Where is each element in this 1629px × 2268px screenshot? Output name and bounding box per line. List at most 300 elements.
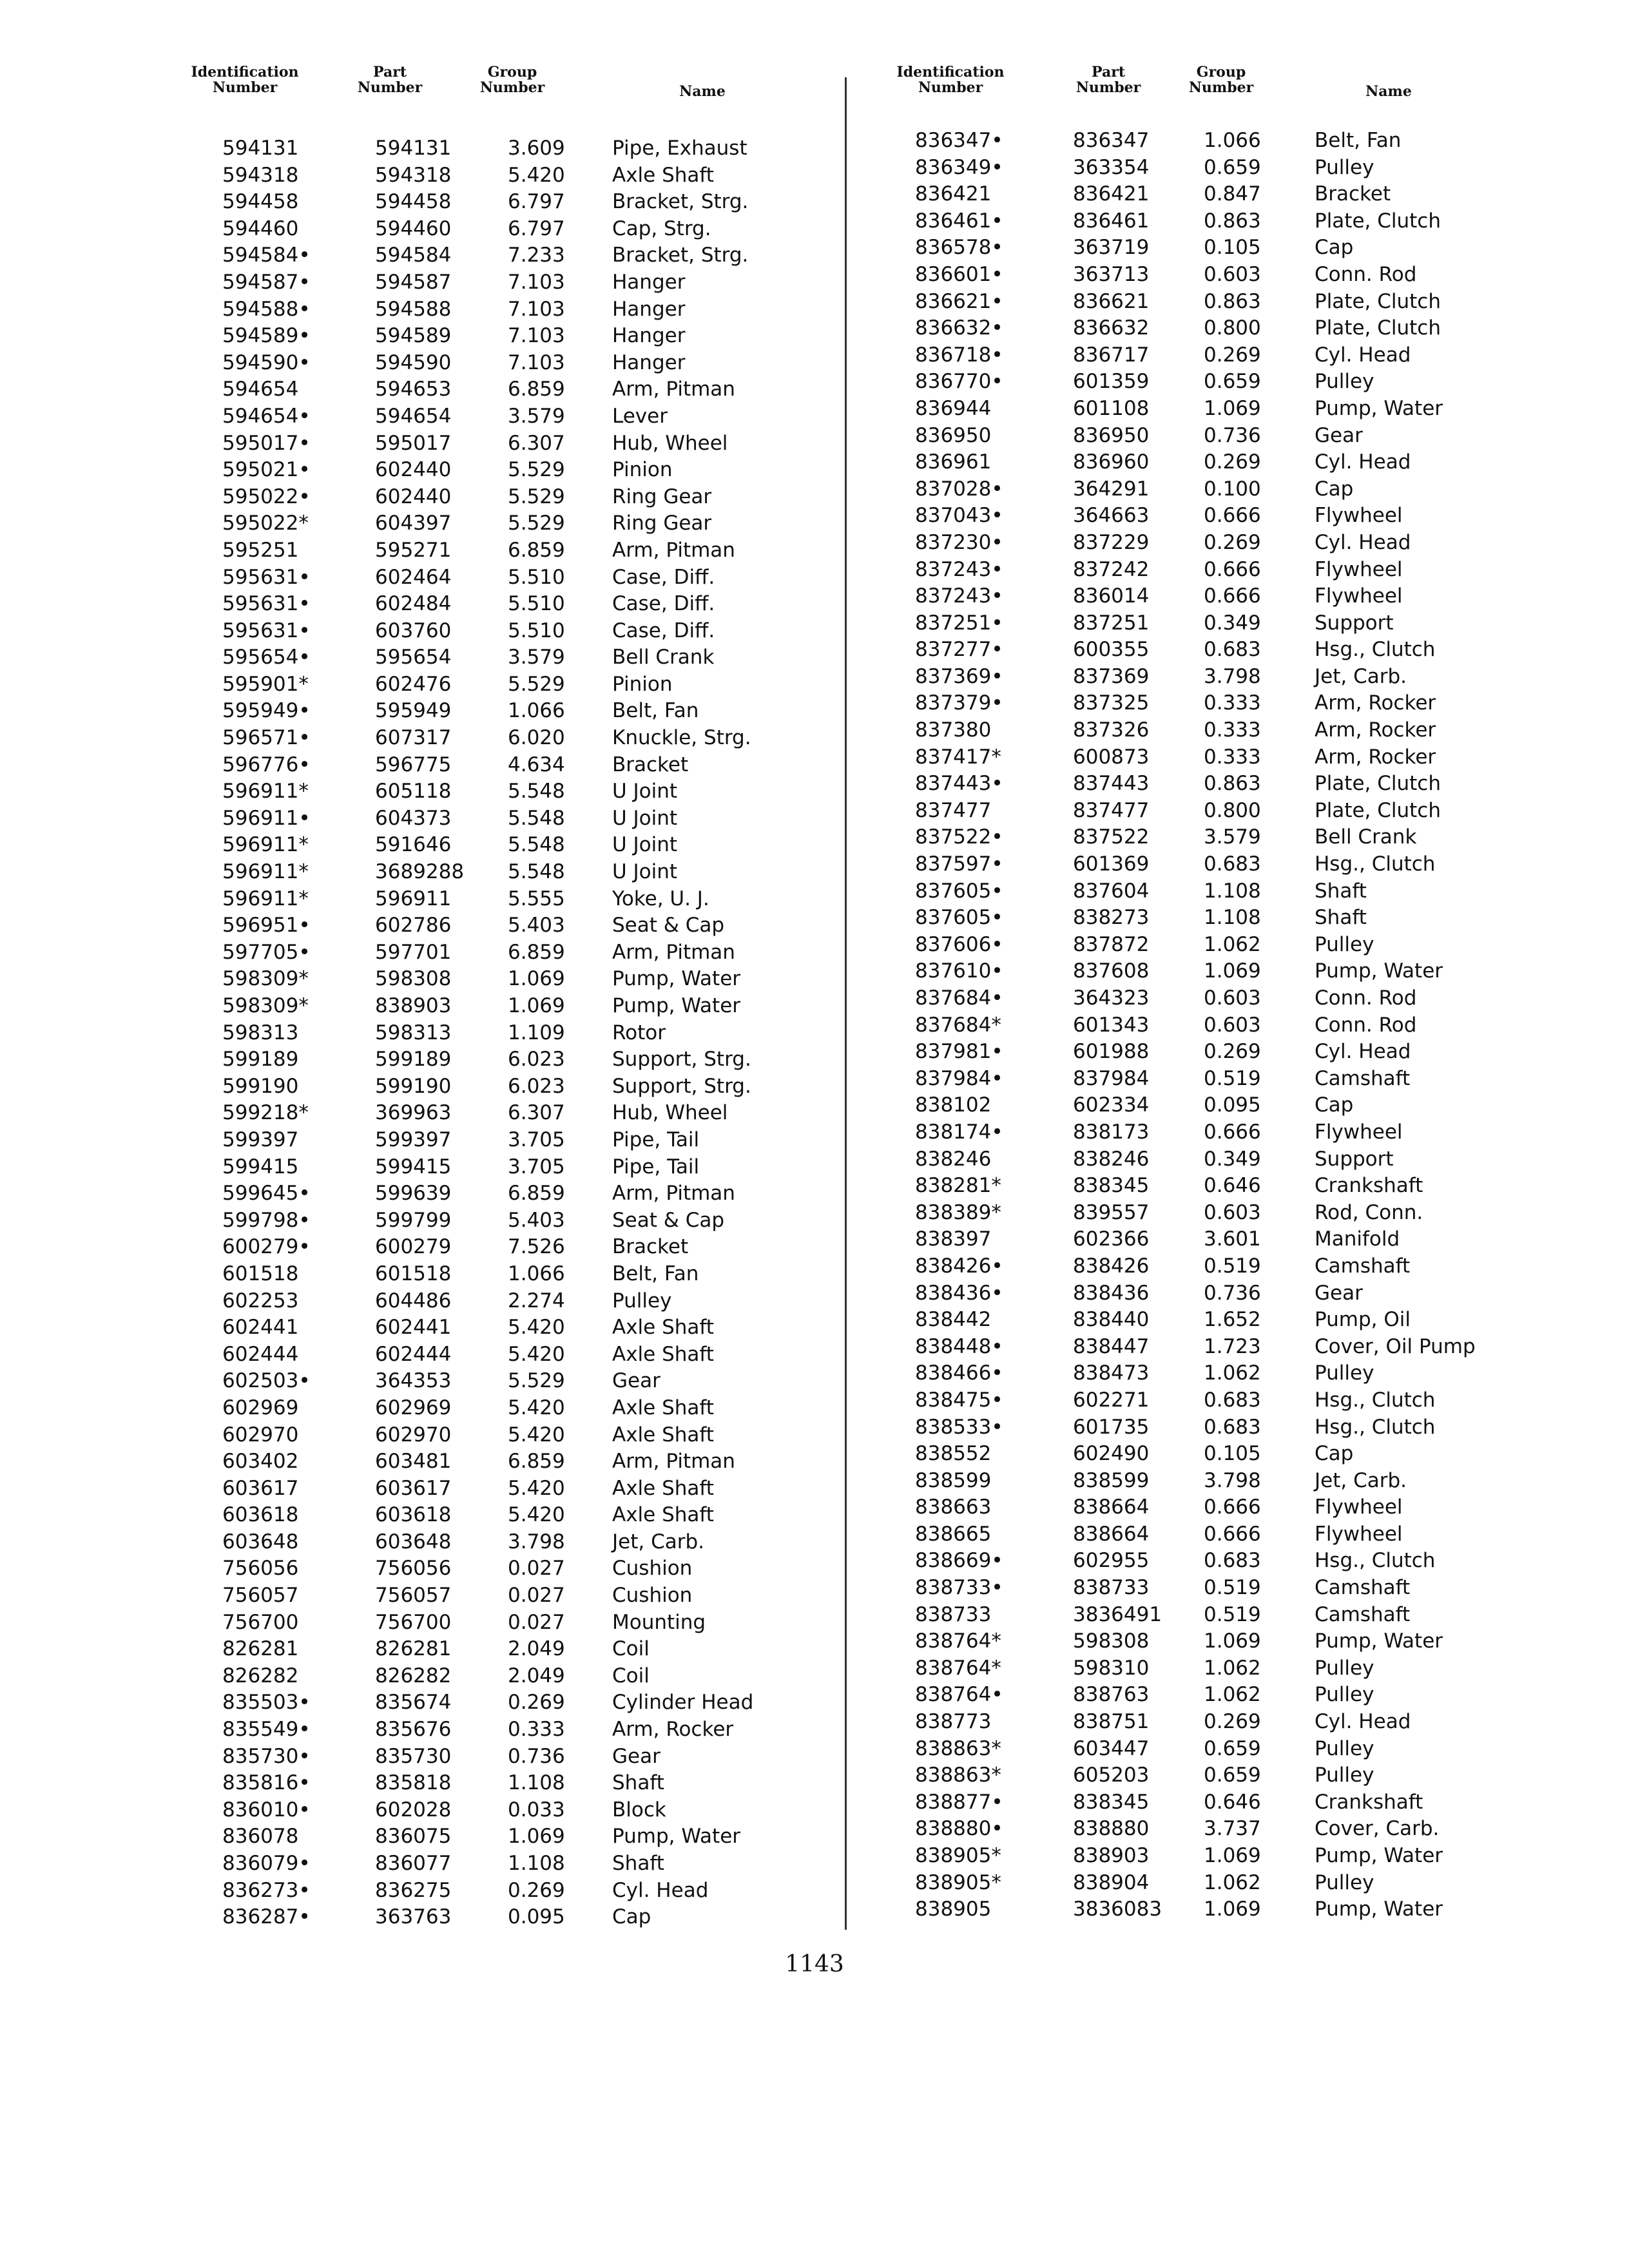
table-row (174, 1341, 844, 1369)
identification-number: 603402 (222, 1450, 299, 1474)
group-number: 0.683 (1204, 638, 1261, 662)
group-number: 0.333 (1204, 718, 1261, 742)
part-number: 838447 (1073, 1334, 1150, 1358)
part-number: 836950 (1073, 423, 1150, 447)
identification-number: 598313 (222, 1021, 299, 1044)
table-row (174, 1073, 844, 1100)
part-name: Pump, Water (1315, 1629, 1443, 1653)
part-number: 602271 (1073, 1388, 1150, 1412)
identification-number: 838905* (915, 1844, 1001, 1867)
part-name: Flywheel (1315, 1522, 1403, 1546)
part-number: 838664 (1073, 1495, 1150, 1519)
part-name: Pump, Water (612, 994, 741, 1017)
part-name: Hub, Wheel (612, 1101, 728, 1125)
group-number: 3.798 (1204, 664, 1261, 688)
part-name: Pulley (1315, 370, 1374, 394)
table-row (174, 1610, 844, 1637)
part-name: Gear (1315, 423, 1363, 447)
group-number: 0.519 (1204, 1576, 1261, 1600)
group-number: 5.403 (508, 914, 565, 937)
group-number: 7.526 (508, 1235, 565, 1259)
part-number: 838763 (1073, 1683, 1150, 1707)
part-number: 595271 (375, 538, 452, 562)
table-row (867, 128, 1524, 155)
part-number: 838246 (1073, 1147, 1150, 1171)
identification-number: 599190 (222, 1074, 299, 1098)
part-number: 603648 (375, 1530, 452, 1553)
header-name: Name (1365, 83, 1412, 100)
group-number: 0.863 (1204, 772, 1261, 796)
part-name: Cyl. Head (612, 1878, 709, 1902)
identification-number: 836349• (915, 155, 1003, 179)
part-number: 605203 (1073, 1763, 1150, 1787)
table-row (174, 698, 844, 725)
group-number: 0.659 (1204, 370, 1261, 394)
identification-number: 838880• (915, 1817, 1003, 1841)
group-number: 0.666 (1204, 504, 1261, 528)
part-name: Block (612, 1798, 666, 1821)
part-number: 836621 (1073, 289, 1150, 313)
identification-number: 838281* (915, 1174, 1001, 1198)
group-number: 0.683 (1204, 1415, 1261, 1439)
group-number: 5.420 (508, 1503, 565, 1527)
group-number: 0.659 (1204, 1736, 1261, 1760)
identification-number: 837277• (915, 638, 1003, 662)
part-name: Arm, Pitman (612, 940, 735, 964)
table-row (174, 1582, 844, 1610)
table-row (867, 1816, 1524, 1843)
identification-number: 602970 (222, 1423, 299, 1446)
part-name: Flywheel (1315, 557, 1403, 581)
table-row (174, 216, 844, 243)
group-number: 5.403 (508, 1208, 565, 1232)
group-number: 0.863 (1204, 209, 1261, 233)
identification-number: 603648 (222, 1530, 299, 1553)
part-number: 364353 (375, 1369, 452, 1393)
table-row (867, 744, 1524, 771)
identification-number: 595901* (222, 672, 309, 696)
identification-number: 837610• (915, 959, 1003, 983)
header-part-number: Part Number (1075, 64, 1141, 96)
part-name: Belt, Fan (612, 1262, 699, 1285)
table-row (867, 717, 1524, 744)
group-number: 0.603 (1204, 262, 1261, 286)
table-row (867, 423, 1524, 450)
identification-number: 594589• (222, 324, 311, 348)
part-number: 836077 (375, 1852, 452, 1875)
group-number: 6.797 (508, 216, 565, 240)
group-number: 3.601 (1204, 1227, 1261, 1251)
part-name: Arm, Pitman (612, 538, 735, 562)
table-row (174, 1904, 844, 1931)
table-row (174, 618, 844, 645)
table-row (867, 1521, 1524, 1548)
identification-number: 838669• (915, 1549, 1003, 1573)
identification-number: 599645• (222, 1182, 311, 1206)
group-number: 0.736 (1204, 1281, 1261, 1305)
part-number: 602440 (375, 485, 452, 508)
part-name: Cap, Strg. (612, 216, 711, 240)
part-name: Coil (612, 1637, 650, 1661)
part-name: Cover, Carb. (1315, 1817, 1440, 1841)
part-number: 602786 (375, 914, 452, 937)
group-number: 0.847 (1204, 182, 1261, 206)
table-row (867, 1441, 1524, 1468)
group-number: 3.798 (1204, 1468, 1261, 1492)
part-number: 594653 (375, 378, 452, 401)
table-row (174, 484, 844, 511)
identification-number: 596911• (222, 806, 311, 830)
group-number: 6.023 (508, 1048, 565, 1072)
table-row (174, 135, 844, 162)
part-name: Cover, Oil Pump (1315, 1334, 1476, 1358)
part-name: Cap (1315, 236, 1354, 260)
part-name: Pipe, Exhaust (612, 137, 747, 160)
group-number: 5.529 (508, 1369, 565, 1393)
identification-number: 599397 (222, 1128, 299, 1151)
table-row (867, 315, 1524, 342)
identification-number: 595021• (222, 458, 311, 482)
table-row (867, 905, 1524, 932)
part-number: 836421 (1073, 182, 1150, 206)
identification-number: 837981• (915, 1040, 1003, 1064)
table-row (867, 1012, 1524, 1039)
group-number: 0.519 (1204, 1602, 1261, 1626)
table-row (867, 155, 1524, 182)
part-name: Hub, Wheel (612, 431, 728, 455)
part-name: Bracket (1315, 182, 1391, 206)
identification-number: 838442 (915, 1308, 992, 1332)
part-number: 836347 (1073, 129, 1150, 152)
group-number: 5.510 (508, 592, 565, 616)
part-name: Flywheel (1315, 1495, 1403, 1519)
group-number: 1.723 (1204, 1334, 1261, 1358)
table-row (867, 1575, 1524, 1602)
part-number: 601988 (1073, 1040, 1150, 1064)
part-name: Cyl. Head (1315, 450, 1411, 474)
table-row (867, 1736, 1524, 1763)
table-row (174, 752, 844, 779)
part-number: 599415 (375, 1155, 452, 1178)
table-row (867, 1173, 1524, 1200)
part-name: Hsg., Clutch (1315, 1415, 1436, 1439)
part-name: Pulley (1315, 1763, 1374, 1787)
group-number: 3.609 (508, 137, 565, 160)
part-number: 837229 (1073, 530, 1150, 554)
group-number: 5.529 (508, 458, 565, 482)
table-row (867, 1253, 1524, 1280)
part-number: 826281 (375, 1637, 452, 1661)
identification-number: 836273• (222, 1878, 311, 1902)
header-identification-number: Identification Number (896, 64, 1005, 96)
table-row (174, 1180, 844, 1207)
group-number: 0.659 (1204, 155, 1261, 179)
identification-number: 838663 (915, 1495, 992, 1519)
part-name: Hsg., Clutch (1315, 638, 1436, 662)
group-number: 4.634 (508, 753, 565, 776)
part-number: 596775 (375, 753, 452, 776)
table-row (174, 912, 844, 939)
identification-number: 838733• (915, 1576, 1003, 1600)
group-number: 0.659 (1204, 1763, 1261, 1787)
group-number: 1.652 (1204, 1308, 1261, 1332)
part-number: 594460 (375, 216, 452, 240)
part-name: Hanger (612, 297, 686, 321)
part-number: 756700 (375, 1610, 452, 1634)
group-number: 2.274 (508, 1289, 565, 1312)
group-number: 0.269 (508, 1878, 565, 1902)
table-row (867, 690, 1524, 717)
group-number: 6.797 (508, 190, 565, 214)
part-name: Cyl. Head (1315, 343, 1411, 367)
identification-number: 837417* (915, 745, 1001, 769)
group-number: 1.066 (1204, 129, 1261, 152)
group-number: 6.859 (508, 538, 565, 562)
group-number: 0.269 (1204, 450, 1261, 474)
part-number: 602444 (375, 1342, 452, 1366)
identification-number: 596571• (222, 726, 311, 750)
part-name: Jet, Carb. (612, 1530, 704, 1553)
part-number: 837872 (1073, 932, 1150, 956)
part-number: 3689288 (375, 860, 465, 884)
group-number: 1.108 (1204, 879, 1261, 903)
part-number: 598310 (1073, 1656, 1150, 1680)
part-number: 837369 (1073, 664, 1150, 688)
part-name: Pulley (1315, 1736, 1374, 1760)
table-row (174, 1154, 844, 1181)
group-number: 0.603 (1204, 1013, 1261, 1037)
part-number: 598313 (375, 1021, 452, 1044)
identification-number: 838764* (915, 1629, 1001, 1653)
table-row (867, 1682, 1524, 1709)
table-row (867, 1789, 1524, 1816)
part-name: Arm, Rocker (1315, 745, 1436, 769)
part-name: Support (1315, 1147, 1394, 1171)
identification-number: 835816• (222, 1771, 311, 1795)
group-number: 0.027 (508, 1557, 565, 1581)
table-row (867, 824, 1524, 851)
header-part-number: Part Number (357, 64, 423, 96)
part-name: Crankshaft (1315, 1174, 1423, 1198)
identification-number: 837380 (915, 718, 992, 742)
part-number: 826282 (375, 1664, 452, 1687)
group-number: 0.683 (1204, 1388, 1261, 1412)
part-number: 837242 (1073, 557, 1150, 581)
part-number: 835674 (375, 1691, 452, 1715)
group-number: 5.420 (508, 1342, 565, 1366)
group-number: 5.548 (508, 780, 565, 803)
column-divider (845, 77, 847, 1930)
group-number: 0.683 (1204, 1549, 1261, 1573)
table-row (867, 1334, 1524, 1361)
identification-number: 836950 (915, 423, 992, 447)
group-number: 3.705 (508, 1128, 565, 1151)
table-row (867, 530, 1524, 557)
group-number: 0.027 (508, 1584, 565, 1608)
part-number: 837604 (1073, 879, 1150, 903)
part-name: Cylinder Head (612, 1691, 754, 1715)
table-row (174, 1422, 844, 1449)
identification-number: 596776• (222, 753, 311, 776)
table-row (867, 503, 1524, 530)
group-number: 0.666 (1204, 584, 1261, 608)
part-number: 603447 (1073, 1736, 1150, 1760)
table-header (867, 64, 1524, 135)
identification-number: 838102 (915, 1093, 992, 1117)
group-number: 1.069 (1204, 396, 1261, 420)
part-number: 599190 (375, 1074, 452, 1098)
part-name: Hanger (612, 324, 686, 348)
table-row (174, 1823, 844, 1850)
part-number: 594654 (375, 404, 452, 428)
part-number: 603617 (375, 1476, 452, 1500)
table-row (867, 1387, 1524, 1414)
table-row (174, 1502, 844, 1529)
table-row (867, 262, 1524, 289)
header-name: Name (679, 83, 726, 100)
part-number: 363719 (1073, 236, 1150, 260)
table-row (867, 396, 1524, 423)
right-parts-table (867, 64, 1524, 1931)
group-number: 1.069 (1204, 1629, 1261, 1653)
part-name: Case, Diff. (612, 619, 715, 642)
part-name: Plate, Clutch (1315, 209, 1441, 233)
part-number: 602334 (1073, 1093, 1150, 1117)
table-row (174, 510, 844, 537)
identification-number: 838448• (915, 1334, 1003, 1358)
part-number: 836275 (375, 1878, 452, 1902)
part-name: Plate, Clutch (1315, 316, 1441, 340)
group-number: 0.100 (1204, 477, 1261, 501)
part-name: Conn. Rod (1315, 262, 1417, 286)
group-number: 0.519 (1204, 1066, 1261, 1090)
part-name: Cushion (612, 1557, 693, 1581)
identification-number: 836079• (222, 1852, 311, 1875)
part-name: Gear (1315, 1281, 1363, 1305)
part-number: 591646 (375, 833, 452, 857)
part-name: Hanger (612, 351, 686, 374)
table-row (174, 1314, 844, 1341)
identification-number: 595654• (222, 646, 311, 669)
group-number: 7.103 (508, 324, 565, 348)
part-name: Arm, Pitman (612, 1450, 735, 1474)
part-name: Pump, Water (1315, 1844, 1443, 1867)
identification-number: 602441 (222, 1316, 299, 1340)
table-body (867, 128, 1524, 1923)
part-name: Axle Shaft (612, 1476, 714, 1500)
part-name: Case, Diff. (612, 592, 715, 616)
group-number: 5.548 (508, 806, 565, 830)
part-number: 594318 (375, 163, 452, 187)
identification-number: 837477 (915, 798, 992, 822)
part-number: 837477 (1073, 798, 1150, 822)
part-number: 602969 (375, 1396, 452, 1419)
part-number: 838345 (1073, 1174, 1150, 1198)
part-number: 602366 (1073, 1227, 1150, 1251)
identification-number: 838863* (915, 1763, 1001, 1787)
group-number: 0.333 (508, 1718, 565, 1742)
identification-number: 599189 (222, 1048, 299, 1072)
identification-number: 596951• (222, 914, 311, 937)
identification-number: 594590• (222, 351, 311, 374)
identification-number: 826281 (222, 1637, 299, 1661)
part-number: 599189 (375, 1048, 452, 1072)
part-number: 838440 (1073, 1308, 1150, 1332)
part-name: Bracket (612, 753, 689, 776)
table-row (174, 859, 844, 886)
part-name: Support (1315, 611, 1394, 635)
identification-number: 838174• (915, 1120, 1003, 1144)
part-name: Shaft (1315, 879, 1367, 903)
part-number: 838733 (1073, 1576, 1150, 1600)
group-number: 3.579 (1204, 825, 1261, 849)
group-number: 5.510 (508, 619, 565, 642)
identification-number: 837243• (915, 557, 1003, 581)
group-number: 1.069 (1204, 1844, 1261, 1867)
table-row (867, 181, 1524, 208)
identification-number: 838533• (915, 1415, 1003, 1439)
table-row (867, 1709, 1524, 1736)
table-row (867, 1468, 1524, 1495)
group-number: 6.859 (508, 1450, 565, 1474)
identification-number: 838436• (915, 1281, 1003, 1305)
part-number: 595654 (375, 646, 452, 669)
identification-number: 594584• (222, 244, 311, 267)
identification-number: 836347• (915, 129, 1003, 152)
identification-number: 838764* (915, 1656, 1001, 1680)
part-number: 600355 (1073, 638, 1150, 662)
group-number: 1.062 (1204, 1361, 1261, 1385)
table-row (867, 932, 1524, 959)
part-number: 604397 (375, 512, 452, 535)
identification-number: 838877• (915, 1790, 1003, 1814)
table-row (174, 1555, 844, 1582)
part-number: 838345 (1073, 1790, 1150, 1814)
identification-number: 837605• (915, 906, 1003, 930)
part-number: 602440 (375, 458, 452, 482)
part-number: 601343 (1073, 1013, 1150, 1037)
group-number: 0.603 (1204, 986, 1261, 1010)
identification-number: 836078 (222, 1825, 299, 1849)
identification-number: 600279• (222, 1235, 311, 1259)
table-row (174, 1234, 844, 1261)
group-number: 0.269 (508, 1691, 565, 1715)
table-body (174, 135, 844, 1931)
group-number: 1.108 (508, 1852, 565, 1875)
part-name: Mounting (612, 1610, 706, 1634)
left-parts-table (174, 64, 844, 1931)
group-number: 0.269 (1204, 530, 1261, 554)
identification-number: 594588• (222, 297, 311, 321)
part-number: 598308 (1073, 1629, 1150, 1653)
group-number: 0.349 (1204, 1147, 1261, 1171)
part-name: Arm, Rocker (1315, 691, 1436, 715)
part-name: U Joint (612, 833, 678, 857)
group-number: 6.023 (508, 1074, 565, 1098)
part-number: 600279 (375, 1235, 452, 1259)
part-name: Bell Crank (1315, 825, 1417, 849)
group-number: 1.069 (508, 967, 565, 991)
identification-number: 838764• (915, 1683, 1003, 1707)
part-number: 836461 (1073, 209, 1150, 233)
identification-number: 594654 (222, 378, 299, 401)
table-row (174, 1100, 844, 1127)
table-row (867, 637, 1524, 664)
table-row (174, 457, 844, 484)
group-number: 7.103 (508, 351, 565, 374)
table-row (867, 1870, 1524, 1897)
table-row (867, 369, 1524, 396)
